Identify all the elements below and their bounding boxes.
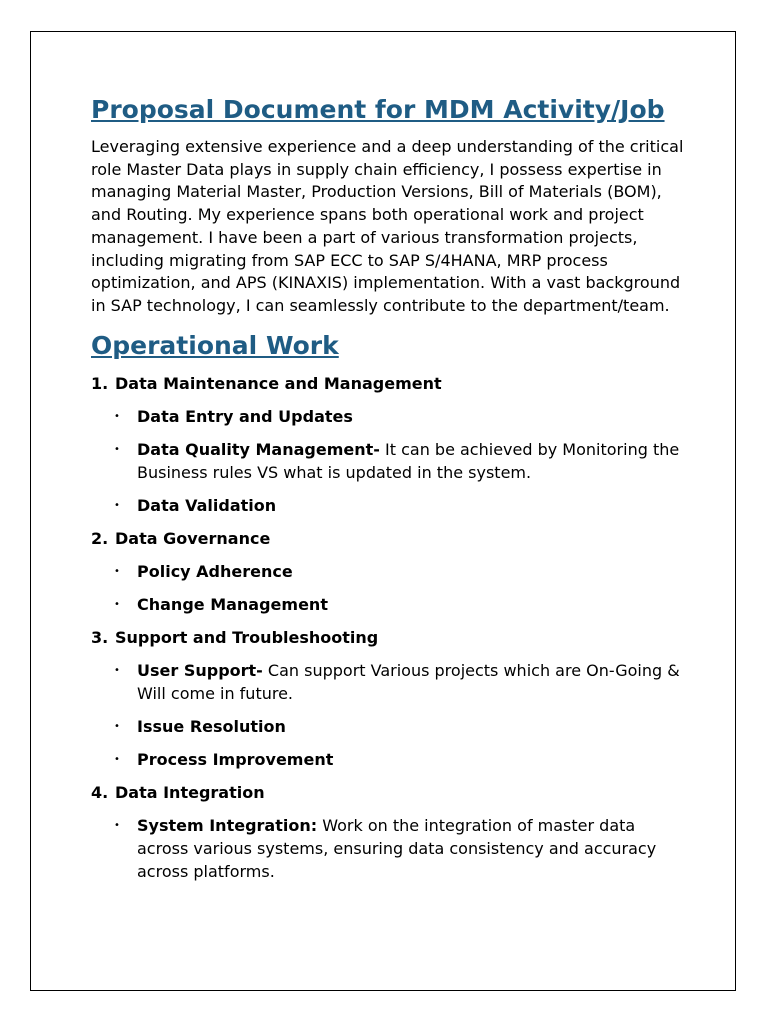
item-label: Data Validation bbox=[137, 495, 277, 515]
group-4 bbox=[91, 781, 691, 883]
group-heading bbox=[91, 781, 691, 814]
list-item bbox=[91, 593, 691, 616]
group-heading bbox=[91, 626, 691, 659]
section-title-operational-work: Operational Work bbox=[91, 330, 339, 360]
item-label: Data Quality Management- bbox=[137, 439, 380, 459]
item-label: System Integration: bbox=[137, 815, 318, 835]
bullet-icon: • bbox=[114, 753, 120, 765]
item-text: Work on the integration of master data across various systems, ensuring data consistency and accuracy across platforms. bbox=[137, 815, 657, 881]
bullet-icon: • bbox=[114, 443, 120, 455]
group-number: 2. bbox=[91, 528, 109, 548]
item-text: Can support Various projects which are On-Going & Will come in future. bbox=[137, 660, 680, 703]
bullet-list bbox=[91, 659, 691, 771]
item-label: Data Entry and Updates bbox=[137, 406, 353, 426]
group-number: 1. bbox=[91, 373, 109, 393]
bullet-icon: • bbox=[114, 664, 120, 676]
intro-paragraph: Leveraging extensive experience and a deep understanding of the critical role Master Data plays in supply chain efficiency, I possess expertise in managing Material Master, Production Versions, Bill of Materials (BOM), and Routing. My experience spans both operational work and project management. I have been a part of various transformation projects, including migrating from SAP ECC to SAP S/4HANA, MRP process optimization, and APS (KINAXIS) implementation. With a vast background in SAP technology, I can seamlessly contribute to the department/team. bbox=[91, 137, 684, 315]
item-text: It can be achieved by Monitoring the Business rules VS what is updated in the system. bbox=[137, 439, 680, 482]
document-content bbox=[91, 94, 691, 893]
list-item bbox=[91, 814, 691, 883]
document-title: Proposal Document for MDM Activity/Job bbox=[91, 95, 665, 124]
group-heading-text: Data Maintenance and Management bbox=[115, 373, 442, 393]
group-number: 3. bbox=[91, 627, 109, 647]
group-2 bbox=[91, 527, 691, 616]
list-item bbox=[91, 560, 691, 583]
list-item bbox=[91, 438, 691, 484]
item-label: Change Management bbox=[137, 594, 328, 614]
item-label: Issue Resolution bbox=[137, 716, 286, 736]
group-number: 4. bbox=[91, 782, 109, 802]
group-heading-text: Data Integration bbox=[115, 782, 265, 802]
document-page bbox=[30, 31, 736, 991]
bullet-list bbox=[91, 560, 691, 616]
item-label: User Support- bbox=[137, 660, 263, 680]
group-heading-text: Support and Troubleshooting bbox=[115, 627, 379, 647]
bullet-list bbox=[91, 405, 691, 517]
group-heading bbox=[91, 527, 691, 560]
bullet-icon: • bbox=[114, 598, 120, 610]
group-heading bbox=[91, 372, 691, 405]
group-3 bbox=[91, 626, 691, 771]
group-heading-text: Data Governance bbox=[115, 528, 271, 548]
bullet-icon: • bbox=[114, 819, 120, 831]
list-item bbox=[91, 748, 691, 771]
bullet-icon: • bbox=[114, 720, 120, 732]
item-label: Process Improvement bbox=[137, 749, 334, 769]
bullet-list bbox=[91, 814, 691, 883]
list-item bbox=[91, 659, 691, 705]
group-1 bbox=[91, 372, 691, 517]
list-item bbox=[91, 405, 691, 428]
bullet-icon: • bbox=[114, 410, 120, 422]
bullet-icon: • bbox=[114, 499, 120, 511]
list-item bbox=[91, 494, 691, 517]
bullet-icon: • bbox=[114, 565, 120, 577]
item-label: Policy Adherence bbox=[137, 561, 293, 581]
list-item bbox=[91, 715, 691, 738]
